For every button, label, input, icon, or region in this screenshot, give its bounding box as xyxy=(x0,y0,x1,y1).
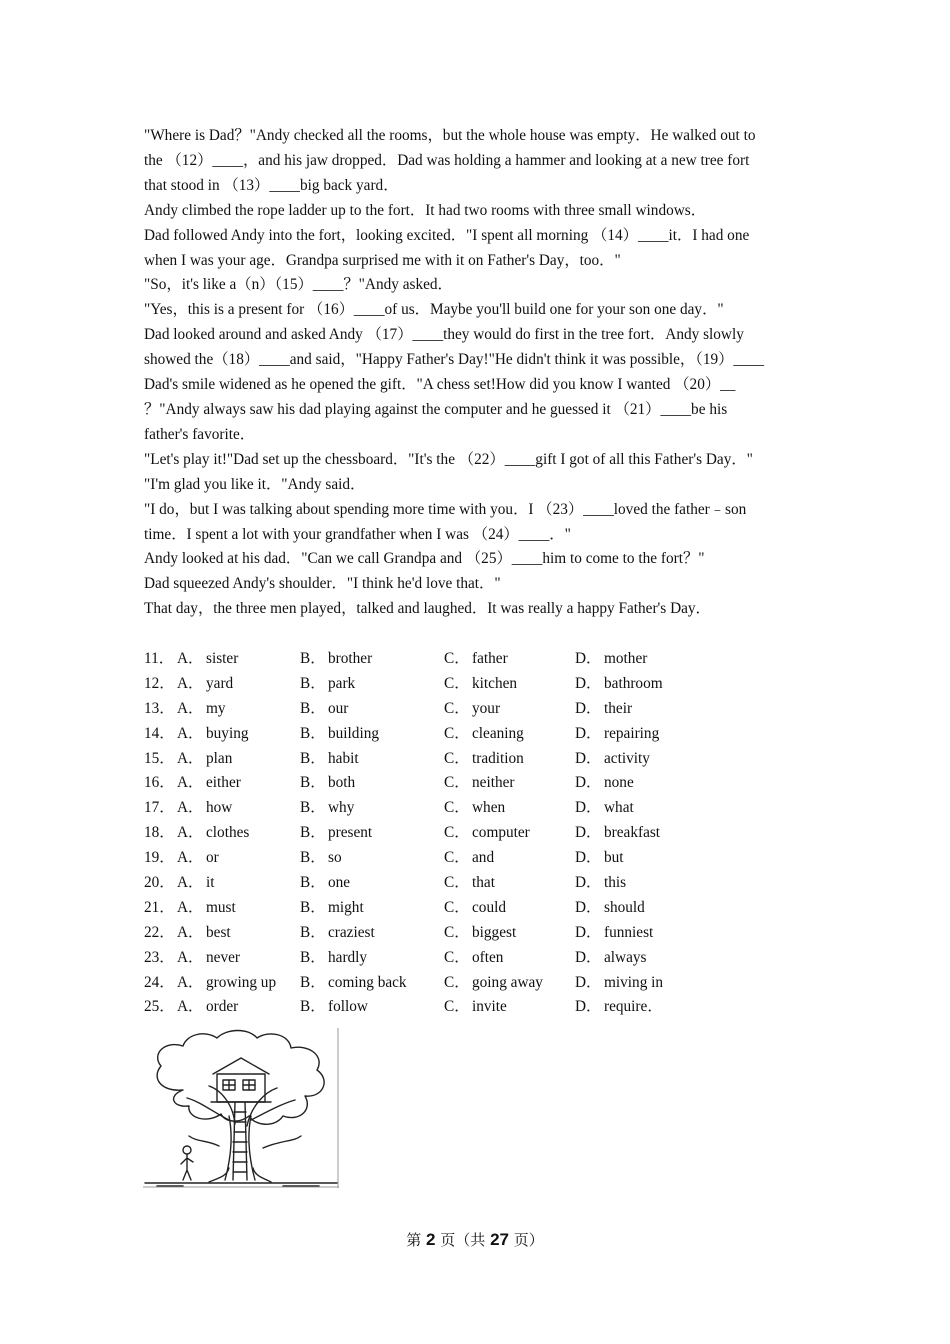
option-b: hardly xyxy=(328,948,368,966)
option-a: sister xyxy=(206,650,239,667)
option-label-a: A． xyxy=(177,799,204,817)
option-label-d: D． xyxy=(575,898,602,916)
option-label-d: D． xyxy=(575,824,602,842)
option-d: none xyxy=(604,774,634,792)
option-label-b: B． xyxy=(300,849,326,867)
option-c: biggest xyxy=(472,923,517,941)
option-label-d: D． xyxy=(575,799,602,817)
option-label-a: A． xyxy=(177,948,204,966)
passage-line: Dad looked around and asked Andy （17）____they would do first in the tree fort．Andy slowly xyxy=(144,326,744,344)
option-d: activity xyxy=(604,749,650,767)
option-label-c: C． xyxy=(444,923,470,941)
option-a: buying xyxy=(206,724,249,742)
option-label-d: D． xyxy=(575,724,602,742)
option-c: tradition xyxy=(472,749,524,767)
option-label-c: C． xyxy=(444,874,470,892)
option-d: funniest xyxy=(604,923,654,941)
question-row xyxy=(144,821,704,846)
option-b: habit xyxy=(328,749,359,767)
option-label-a: A． xyxy=(177,973,204,991)
option-label-c: C． xyxy=(444,774,470,792)
option-label-a: A． xyxy=(177,874,204,892)
option-c: could xyxy=(472,898,506,916)
option-b: why xyxy=(328,799,355,817)
option-a: how xyxy=(206,799,233,817)
option-d: but xyxy=(604,849,624,867)
option-b: park xyxy=(328,674,356,692)
passage-line: "Yes，this is a present for （16）____of us．Maybe you'll build one for your son one day．" xyxy=(144,301,724,319)
option-label-a: A． xyxy=(177,998,204,1016)
option-label-d: D． xyxy=(575,998,602,1016)
question-number: 20． xyxy=(144,874,175,892)
passage-line: "So，it's like a（n）（15）____？"Andy asked． xyxy=(144,276,453,294)
option-b: building xyxy=(328,724,379,742)
option-label-a: A． xyxy=(177,824,204,842)
option-label-d: D． xyxy=(575,650,602,667)
question-number: 23． xyxy=(144,948,175,966)
option-label-b: B． xyxy=(300,674,326,692)
option-b: both xyxy=(328,774,356,792)
option-label-c: C． xyxy=(444,650,470,667)
option-label-a: A． xyxy=(177,898,204,916)
passage-line: ？"Andy always saw his dad playing against the computer and he guessed it （21）____be his xyxy=(144,400,728,418)
question-row xyxy=(144,846,704,871)
passage-line: That day，the three men played，talked and laughed．It was really a happy Father's Day． xyxy=(144,600,711,618)
question-number: 25． xyxy=(144,998,175,1016)
option-d: their xyxy=(604,699,633,717)
passage-line: "I do，but I was talking about spending more time with you．I （23）____loved the father﹣son xyxy=(144,500,747,518)
option-c: and xyxy=(472,849,495,867)
option-a: never xyxy=(206,948,240,966)
option-label-b: B． xyxy=(300,699,326,717)
option-a: it xyxy=(206,874,215,892)
passage-line: father's favorite． xyxy=(144,425,256,443)
passage-line: Dad's smile widened as he opened the gift．"A chess set!How did you know I wanted （20）__ xyxy=(144,376,736,394)
question-row xyxy=(144,697,704,722)
option-label-b: B． xyxy=(300,724,326,742)
option-b: one xyxy=(328,874,351,892)
option-c: often xyxy=(472,948,504,966)
option-label-c: C． xyxy=(444,824,470,842)
option-label-c: C． xyxy=(444,973,470,991)
option-a: growing up xyxy=(206,973,277,991)
option-label-b: B． xyxy=(300,973,326,991)
option-b: present xyxy=(328,824,373,842)
option-b: coming back xyxy=(328,973,407,991)
passage-line: "Let's play it!"Dad set up the chessboard．"It's the （22）____gift I got of all this Father's Day．" xyxy=(144,450,753,468)
question-row xyxy=(144,995,704,1020)
question-row xyxy=(144,871,704,896)
passage-line: showed the（18）____and said，"Happy Father's Day!"He didn't think it was possible，（19）____ xyxy=(144,351,765,369)
option-label-d: D． xyxy=(575,973,602,991)
passage-line: "Where is Dad？"Andy checked all the rooms，but the whole house was empty．He walked out to xyxy=(144,127,756,144)
option-label-a: A． xyxy=(177,749,204,767)
option-label-d: D． xyxy=(575,849,602,867)
option-c: neither xyxy=(472,774,515,792)
question-number: 18． xyxy=(144,824,175,842)
option-label-a: A． xyxy=(177,724,204,742)
option-c: cleaning xyxy=(472,724,524,742)
option-c: going away xyxy=(472,973,543,991)
question-row xyxy=(144,747,704,772)
passage-line: Dad squeezed Andy's shoulder．"I think he'd love that．" xyxy=(144,575,501,593)
question-row xyxy=(144,896,704,921)
question-row xyxy=(144,647,704,672)
option-label-b: B． xyxy=(300,774,326,792)
option-label-d: D． xyxy=(575,923,602,941)
option-label-c: C． xyxy=(444,948,470,966)
question-row xyxy=(144,921,704,946)
option-d: bathroom xyxy=(604,674,663,692)
option-label-c: C． xyxy=(444,799,470,817)
question-number: 17． xyxy=(144,799,175,817)
option-d: require． xyxy=(604,998,663,1016)
passage-line: the （12）____，and his jaw dropped．Dad was holding a hammer and looking at a new tree fort xyxy=(144,151,750,169)
option-label-b: B． xyxy=(300,898,326,916)
option-label-b: B． xyxy=(300,749,326,767)
option-b: might xyxy=(328,898,364,916)
option-label-b: B． xyxy=(300,824,326,842)
option-a: must xyxy=(206,898,236,916)
question-number: 12． xyxy=(144,674,175,692)
option-b: brother xyxy=(328,650,373,667)
option-label-c: C． xyxy=(444,674,470,692)
passage-line: Andy climbed the rope ladder up to the fort．It had two rooms with three small windows． xyxy=(144,201,707,219)
option-d: miving in xyxy=(604,973,664,991)
option-label-b: B． xyxy=(300,923,326,941)
option-a: yard xyxy=(206,674,234,692)
option-label-a: A． xyxy=(177,674,204,692)
option-label-b: B． xyxy=(300,799,326,817)
option-d: breakfast xyxy=(604,824,661,842)
question-number: 16． xyxy=(144,774,175,792)
option-label-c: C． xyxy=(444,998,470,1016)
page-footer xyxy=(0,1229,950,1250)
question-number: 11． xyxy=(144,650,175,667)
option-a: clothes xyxy=(206,824,250,842)
option-b: our xyxy=(328,699,349,717)
footer-suffix: 页） xyxy=(513,1231,544,1249)
option-label-c: C． xyxy=(444,724,470,742)
option-d: mother xyxy=(604,650,648,667)
option-label-d: D． xyxy=(575,699,602,717)
option-label-b: B． xyxy=(300,948,326,966)
option-b: craziest xyxy=(328,923,375,941)
passage-line: "I'm glad you like it．"Andy said． xyxy=(144,475,366,493)
option-label-c: C． xyxy=(444,898,470,916)
option-label-d: D． xyxy=(575,774,602,792)
option-c: that xyxy=(472,874,495,892)
passage-line: that stood in （13）____big back yard． xyxy=(144,176,399,194)
question-number: 14． xyxy=(144,724,175,742)
question-number: 21． xyxy=(144,898,175,916)
question-number: 24． xyxy=(144,973,175,991)
question-row xyxy=(144,771,704,796)
option-a: best xyxy=(206,923,231,941)
option-b: follow xyxy=(328,998,368,1016)
option-label-d: D． xyxy=(575,674,602,692)
option-d: repairing xyxy=(604,724,660,742)
question-number: 13． xyxy=(144,699,175,717)
option-d: this xyxy=(604,874,627,892)
passage-line: Dad followed Andy into the fort，looking excited．"I spent all morning （14）____it．I had one xyxy=(144,226,750,244)
option-label-d: D． xyxy=(575,749,602,767)
option-a: plan xyxy=(206,749,233,767)
tree-fort-illustration xyxy=(143,1028,339,1188)
option-label-a: A． xyxy=(177,650,204,667)
option-a: or xyxy=(206,849,219,867)
option-c: father xyxy=(472,650,508,667)
option-label-d: D． xyxy=(575,948,602,966)
option-c: invite xyxy=(472,998,507,1016)
option-a: either xyxy=(206,774,241,792)
footer-prefix: 第 xyxy=(406,1231,422,1249)
option-a: order xyxy=(206,998,239,1016)
option-c: kitchen xyxy=(472,674,518,692)
option-label-a: A． xyxy=(177,849,204,867)
option-c: your xyxy=(472,699,501,717)
option-c: computer xyxy=(472,824,530,842)
footer-total-pages: 27 xyxy=(490,1230,509,1249)
passage-line: time．I spent a lot with your grandfather when I was （24）____．" xyxy=(144,525,571,543)
option-label-a: A． xyxy=(177,774,204,792)
option-label-a: A． xyxy=(177,923,204,941)
reading-passage xyxy=(144,124,812,622)
answer-options xyxy=(144,647,704,1020)
option-label-c: C． xyxy=(444,849,470,867)
question-number: 19． xyxy=(144,849,175,867)
option-label-d: D． xyxy=(575,874,602,892)
option-label-b: B． xyxy=(300,998,326,1016)
question-number: 22． xyxy=(144,923,175,941)
question-row xyxy=(144,946,704,971)
footer-page-number: 2 xyxy=(426,1230,436,1249)
option-label-a: A． xyxy=(177,699,204,717)
question-row xyxy=(144,796,704,821)
question-row xyxy=(144,971,704,996)
option-label-b: B． xyxy=(300,874,326,892)
option-label-c: C． xyxy=(444,749,470,767)
option-label-c: C． xyxy=(444,699,470,717)
option-b: so xyxy=(328,849,342,867)
option-d: what xyxy=(604,799,634,817)
option-d: should xyxy=(604,898,645,916)
footer-middle: 页（共 xyxy=(440,1231,486,1249)
option-a: my xyxy=(206,699,226,717)
question-number: 15． xyxy=(144,749,175,767)
question-row xyxy=(144,672,704,697)
option-d: always xyxy=(604,948,647,966)
passage-line: Andy looked at his dad．"Can we call Grandpa and （25）____him to come to the fort？" xyxy=(144,550,705,568)
option-c: when xyxy=(472,799,506,817)
passage-line: when I was your age．Grandpa surprised me with it on Father's Day，too．" xyxy=(144,251,621,269)
question-row xyxy=(144,722,704,747)
option-label-b: B． xyxy=(300,650,326,667)
